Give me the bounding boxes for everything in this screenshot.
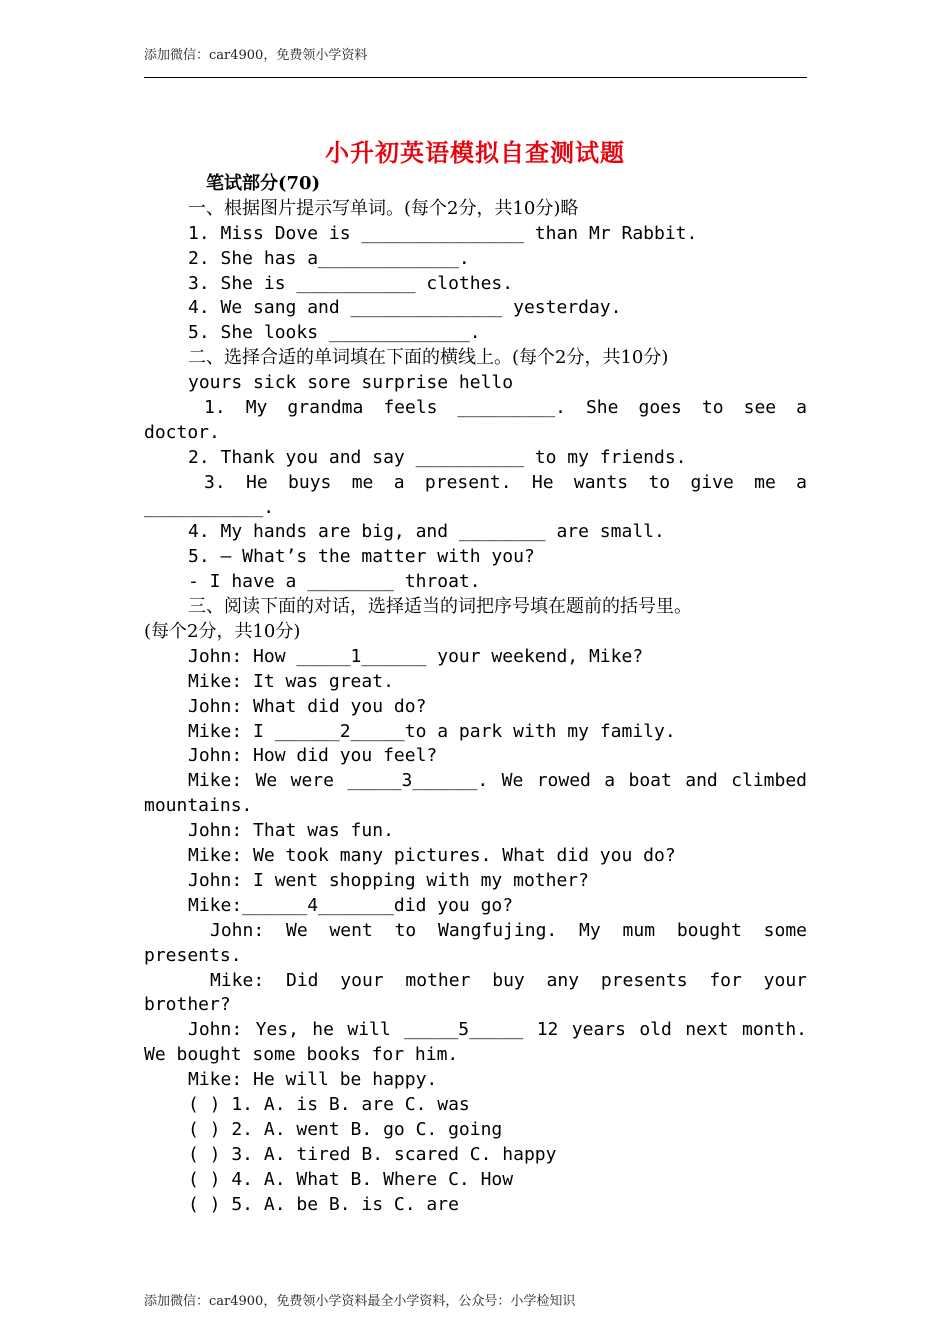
dialogue-line-2: Mike: It was great. [188,670,394,692]
word-bank: yours sick sore surprise hello [188,372,514,394]
footer-text: 添加微信：car4900，免费领小学资料最全小学资料，公众号：小学检知识 [144,1294,576,1309]
written-section-heading: 笔试部分(70) [206,173,321,194]
dialogue-line-11b: presents. [144,944,242,966]
choice-row-1: ( ) 1. A. is B. are C. was [188,1093,470,1115]
s2-q1-line2: doctor. [144,421,220,443]
s2-q4: 4. My hands are big, and ________ are small. [188,521,665,543]
header-text: 添加微信：car4900，免费领小学资料 [144,48,368,63]
dialogue-line-13a: John: Yes, he will _____5_____ 12 years old next month. [188,1019,807,1041]
dialogue-line-13b: We bought some books for him. [144,1044,459,1066]
dialogue-line-7: John: That was fun. [188,820,394,842]
section1-heading: 一、根据图片提示写单词。(每个2分，共10分)略 [188,197,579,219]
dialogue-line-1: John: How _____1______ your weekend, Mike? [188,645,644,667]
s1-item-3: 3. She is ___________ clothes. [188,272,514,294]
s2-q5-line2: - I have a ________ throat. [188,571,481,593]
section2-heading: 二、选择合适的单词填在下面的横线上。(每个2分，共10分) [188,347,669,369]
choice-row-4: ( ) 4. A. What B. Where C. How [188,1168,514,1190]
dialogue-line-10: Mike:______4_______did you go? [188,894,514,916]
exam-content [144,172,807,1217]
dialogue-line-3: John: What did you do? [188,695,427,717]
dialogue-line-8: Mike: We took many pictures. What did you do? [188,845,676,867]
dialogue-line-12b: brother? [144,994,231,1016]
s2-q3-line2: ___________. [144,496,275,518]
s1-item-2: 2. She has a_____________. [188,247,470,269]
dialogue-line-5: John: How did you feel? [188,745,438,767]
s2-q3-line1: 3. He buys me a present. He wants to give me a [204,471,807,493]
choice-row-2: ( ) 2. A. went B. go C. going [188,1118,503,1140]
choice-row-5: ( ) 5. A. be B. is C. are [188,1193,459,1215]
dialogue-line-14: Mike: He will be happy. [188,1069,438,1091]
section3-heading-line2: (每个2分，共10分) [144,621,301,643]
dialogue-line-12a: Mike: Did your mother buy any presents for your [210,969,807,991]
dialogue-line-11a: John: We went to Wangfujing. My mum bought some [210,919,807,941]
dialogue-line-6a: Mike: We were _____3______. We rowed a boat and climbed [188,770,807,792]
header-divider [144,77,807,78]
s1-item-1: 1. Miss Dove is _______________ than Mr Rabbit. [188,222,698,244]
s2-q5-line1: 5. – What’s the matter with you? [188,546,535,568]
dialogue-line-4: Mike: I ______2_____to a park with my family. [188,720,676,742]
s1-item-5: 5. She looks _____________. [188,322,481,344]
choice-row-3: ( ) 3. A. tired B. scared C. happy [188,1143,557,1165]
section3-heading-line1: 三、阅读下面的对话，选择适当的词把序号填在题前的括号里。 [188,596,692,618]
page-title: 小升初英语模拟自查测试题 [325,138,625,167]
s1-item-4: 4. We sang and ______________ yesterday. [188,297,622,319]
s2-q1-line1: 1. My grandma feels _________. She goes to see a [204,397,807,419]
dialogue-line-6b: mountains. [144,795,253,817]
s2-q2: 2. Thank you and say __________ to my friends. [188,446,687,468]
dialogue-line-9: John: I went shopping with my mother? [188,869,589,891]
